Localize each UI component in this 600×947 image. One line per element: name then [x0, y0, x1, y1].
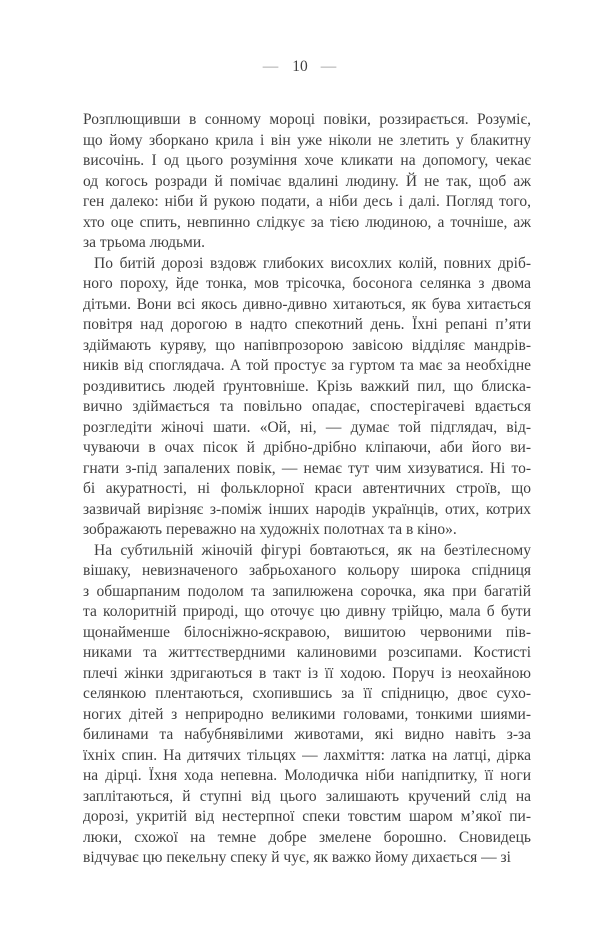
- text-line: роздивитись людей ґрунтовніше. Крізь важкий пил, що блиска-: [83, 377, 531, 395]
- text-line: щонайменше білосніжно-яскравою, вишитою червоними пів-: [83, 623, 531, 641]
- text-line: розгледіти жіночі шати. «Ой, ні, — думає той підглядач, від-: [83, 418, 531, 436]
- paragraph: [83, 541, 531, 869]
- text-line: на дірці. Їхня хода непевна. Молодичка ніби напідпитку, її ноги: [83, 767, 531, 784]
- text-line: По битій дорозі вздовж глибоких висохлих колій, повних дріб-: [94, 254, 531, 272]
- text-line: плечі жінки здригаються в такт із її ходою. Поруч із неохайною: [83, 664, 531, 682]
- paragraph: [83, 254, 531, 541]
- text-line: гнати з-під запалених повік, — немає тут чим хизуватися. Ні то-: [83, 459, 531, 477]
- body-text: [83, 110, 531, 869]
- text-line: височінь. І од цього розуміння хоче кликати на допомогу, чекає: [83, 152, 531, 169]
- text-line: ного пороху, йде тонка, мов трісочка, босонога селянка з двома: [83, 275, 531, 292]
- text-line: що йому зборкано крила і він уже ніколи не злетить у блакитну: [83, 131, 531, 149]
- text-line: зображають переважно на художніх полотнах та в кіно».: [83, 521, 457, 538]
- text-line: Розплющивши в сонному мороці повіки, роззирається. Розуміє,: [83, 111, 531, 128]
- text-line: бі акуратності, ні фольклорної краси автентичних строїв, що: [83, 480, 531, 497]
- text-line: та колоритній природі, що оточує цю дивну трійцю, мала б бути: [83, 603, 531, 620]
- text-line: зазвичай вирізняє з-поміж інших народів українців, отих, котрих: [83, 500, 531, 518]
- text-line: за трьома людьми.: [83, 234, 206, 251]
- text-line: ген далеко: ніби й рукою подати, а ніби десь і далі. Погляд того,: [83, 193, 531, 210]
- text-line: чуваючи в очах пісок й дрібно-дрібно кліпаючи, аби його ви-: [83, 439, 531, 456]
- text-line: хто оце спить, невпинно слідкує за тією людиною, а точніше, аж: [83, 213, 531, 231]
- text-line: вішаку, невизначеного забрьоханого кольору широка спідниця: [83, 562, 531, 579]
- text-line: вично здіймається та повільно опадає, спостерігачеві вдається: [83, 398, 531, 415]
- text-line: ників від споглядача. А той простує за гуртом та має за необхідне: [83, 357, 531, 374]
- text-line: селянкою плентаються, схопившись за її спідницю, двоє сухо-: [83, 685, 531, 702]
- text-line: повітря над дорогою в надто спекотний день. Їхні репані п’яти: [83, 316, 531, 333]
- text-line: дітьми. Вони всі якось дивно-дивно хитаються, як бува хитається: [83, 295, 531, 313]
- text-line: люки, схожої на темне добре змелене борошно. Сновидець: [83, 828, 531, 846]
- text-line: никами та життєствердними калиновими розсипами. Костисті: [83, 644, 531, 661]
- text-line: здіймають куряву, що напівпрозорою завісою відділяє мандрів-: [83, 336, 531, 354]
- text-line: билинами та набубнявілими животами, які видно навіть з-за: [83, 726, 531, 743]
- text-line: відчуває цю пекельну спеку й чує, як важко йому дихається — зі: [83, 849, 511, 866]
- text-line: їхніх спин. На дитячих тільцях — лахміття: латка на латці, дірка: [83, 746, 531, 764]
- text-line: дорозі, укритій від нестерпної спеки товстим шаром м’якої пи-: [83, 808, 531, 825]
- text-line: од когось розради й помічає вдалині людину. Й не так, щоб аж: [83, 172, 531, 190]
- text-line: заплітаються, й ступні від цього залишають кручений слід на: [83, 787, 531, 805]
- header-dash-right: —: [320, 58, 338, 75]
- paragraph: [83, 110, 531, 254]
- text-line: з обшарпаним подолом та запилюжена сорочка, яка при багатій: [83, 582, 531, 600]
- page-header: [0, 57, 600, 77]
- text-line: На субтильній жіночій фігурі бовтаються, як на безтілесному: [94, 541, 531, 559]
- page-number: 10: [292, 58, 308, 75]
- header-dash-left: —: [262, 58, 280, 75]
- text-line: ногих дітей з неприродно великими головами, тонкими шиями-: [83, 705, 531, 723]
